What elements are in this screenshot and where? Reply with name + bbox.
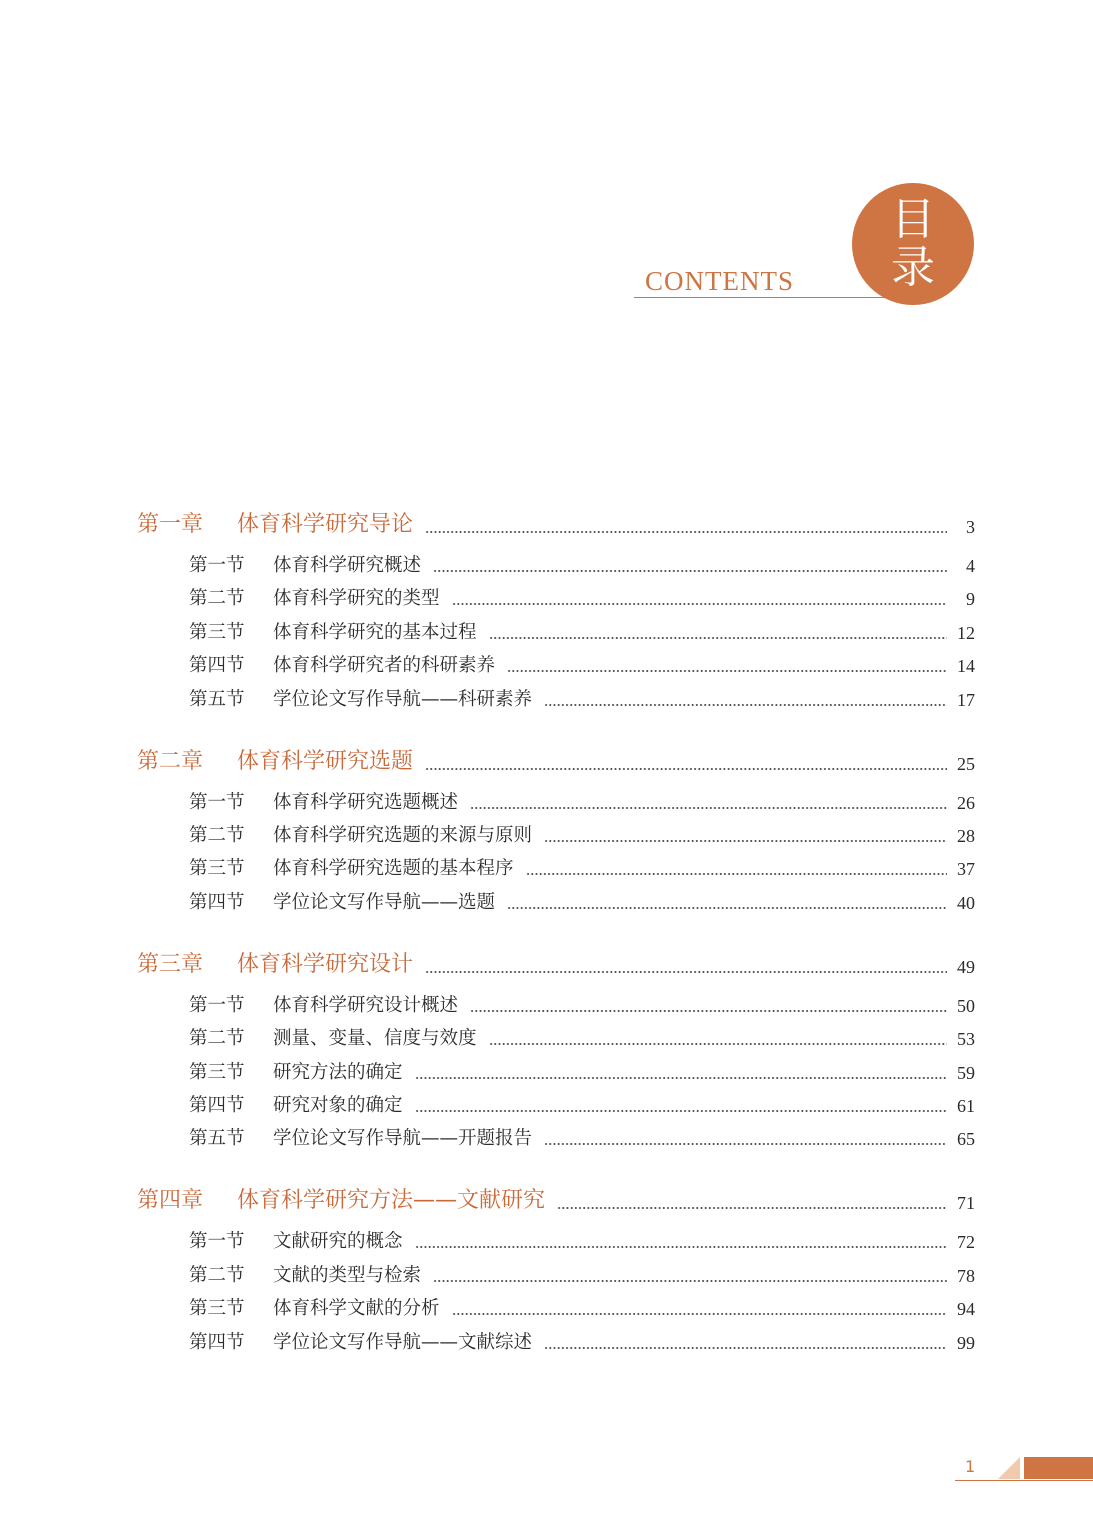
dot-leader xyxy=(544,1143,947,1145)
chapter-number: 第三章 xyxy=(137,951,204,977)
dot-leader xyxy=(415,1110,947,1112)
section-page-number: 78 xyxy=(957,1265,975,1286)
section-page-number: 53 xyxy=(957,1029,975,1050)
section-page-number: 72 xyxy=(957,1232,975,1253)
toc-section-row[interactable] xyxy=(189,1124,975,1150)
section-page-number: 26 xyxy=(957,792,975,813)
section-number: 第三节 xyxy=(189,1061,245,1083)
toc-section-row[interactable] xyxy=(189,551,975,577)
toc-section-row[interactable] xyxy=(189,1261,975,1287)
section-page-number: 14 xyxy=(957,656,975,677)
section-title: 学位论文写作导航——科研素养 xyxy=(273,688,533,710)
section-number: 第四节 xyxy=(189,655,245,677)
chapter-title: 体育科学研究方法——文献研究 xyxy=(237,1188,546,1214)
toc-chapter-row[interactable] xyxy=(137,948,975,978)
section-page-number: 4 xyxy=(966,556,975,576)
toc-section-row[interactable] xyxy=(189,821,975,847)
section-title: 体育科学研究概述 xyxy=(273,555,422,576)
toc-chapter-row[interactable] xyxy=(137,745,975,775)
chapter-page-number: 3 xyxy=(966,517,975,537)
dot-leader xyxy=(544,1347,947,1349)
dot-leader xyxy=(507,670,947,672)
chapter-title: 体育科学研究导论 xyxy=(237,512,414,537)
dot-leader xyxy=(489,1043,947,1045)
section-title: 文献研究的概念 xyxy=(273,1231,403,1253)
section-page-number: 9 xyxy=(966,589,975,610)
section-number: 第三节 xyxy=(189,1298,245,1320)
section-page-number: 59 xyxy=(957,1062,975,1083)
dot-leader xyxy=(425,768,947,770)
section-title: 学位论文写作导航——选题 xyxy=(273,891,496,913)
toc-section-row[interactable] xyxy=(189,1058,975,1084)
toc-chapter-row[interactable] xyxy=(137,1184,975,1214)
dot-leader xyxy=(557,1207,947,1209)
dot-leader xyxy=(507,907,947,909)
section-number: 第三节 xyxy=(189,858,245,880)
section-title: 研究对象的确定 xyxy=(273,1095,403,1116)
toc-section-row[interactable] xyxy=(189,788,975,814)
dot-leader xyxy=(489,637,947,639)
dot-leader xyxy=(470,1010,947,1012)
chapter-number: 第一章 xyxy=(137,512,204,537)
chapter-title: 体育科学研究选题 xyxy=(237,748,414,774)
dot-leader xyxy=(433,1280,947,1282)
section-number: 第五节 xyxy=(189,1128,245,1150)
dot-leader xyxy=(470,807,947,809)
chapter-number: 第二章 xyxy=(137,748,204,774)
section-title: 学位论文写作导航——开题报告 xyxy=(273,1128,533,1150)
section-number: 第三节 xyxy=(189,621,245,643)
chapter-page-number: 49 xyxy=(957,956,975,977)
dot-leader xyxy=(415,1077,947,1079)
section-title: 体育科学文献的分析 xyxy=(273,1298,440,1320)
dot-leader xyxy=(425,971,947,973)
section-number: 第一节 xyxy=(189,555,245,576)
dot-leader xyxy=(425,531,947,533)
section-page-number: 50 xyxy=(957,995,975,1016)
section-number: 第二节 xyxy=(189,588,245,610)
section-title: 文献的类型与检索 xyxy=(273,1264,422,1286)
chapter-page-number: 71 xyxy=(957,1193,975,1214)
chapter-page-number: 25 xyxy=(957,753,975,774)
dot-leader xyxy=(544,704,947,706)
section-title: 体育科学研究设计概述 xyxy=(273,994,459,1016)
section-title: 体育科学研究者的科研素养 xyxy=(273,655,496,677)
chapter-title: 体育科学研究设计 xyxy=(237,951,414,977)
section-title: 测量、变量、信度与效度 xyxy=(273,1028,477,1050)
section-title: 学位论文写作导航——文献综述 xyxy=(273,1331,533,1353)
toc-section-row[interactable] xyxy=(189,1024,975,1050)
section-number: 第二节 xyxy=(189,1264,245,1286)
footer-divider xyxy=(955,1480,1093,1481)
section-page-number: 61 xyxy=(957,1096,975,1116)
section-title: 体育科学研究选题的基本程序 xyxy=(273,858,514,880)
toc-title-char-2: 录 xyxy=(891,242,935,293)
section-number: 第五节 xyxy=(189,688,245,710)
dot-leader xyxy=(452,1313,947,1315)
chapter-number: 第四章 xyxy=(137,1188,204,1214)
toc-section-row[interactable] xyxy=(189,991,975,1017)
section-number: 第二节 xyxy=(189,825,245,846)
toc-section-row[interactable] xyxy=(189,1091,975,1117)
section-page-number: 94 xyxy=(957,1299,975,1320)
toc-section-row[interactable] xyxy=(189,888,975,914)
section-number: 第二节 xyxy=(189,1028,245,1050)
section-page-number: 37 xyxy=(957,859,975,880)
dot-leader xyxy=(433,570,947,572)
footer-triangle-decoration xyxy=(998,1457,1020,1479)
toc-section-row[interactable] xyxy=(189,1294,975,1320)
footer-accent-bar xyxy=(1024,1457,1093,1479)
section-page-number: 28 xyxy=(957,826,975,846)
section-page-number: 12 xyxy=(957,622,975,643)
dot-leader xyxy=(452,603,947,605)
dot-leader xyxy=(415,1246,947,1248)
section-page-number: 99 xyxy=(957,1332,975,1353)
section-page-number: 40 xyxy=(957,892,975,913)
toc-title-char-1: 目 xyxy=(891,194,935,245)
section-title: 体育科学研究选题概述 xyxy=(273,791,459,813)
section-number: 第四节 xyxy=(189,891,245,913)
toc-chapter-row[interactable] xyxy=(137,508,975,538)
section-number: 第四节 xyxy=(189,1095,245,1116)
section-title: 体育科学研究的类型 xyxy=(273,588,440,610)
section-number: 第一节 xyxy=(189,994,245,1016)
section-title: 体育科学研究的基本过程 xyxy=(273,621,477,643)
toc-section-row[interactable] xyxy=(189,1328,975,1354)
section-title: 体育科学研究选题的来源与原则 xyxy=(273,825,533,846)
dot-leader xyxy=(526,873,947,875)
dot-leader xyxy=(544,840,947,842)
section-title: 研究方法的确定 xyxy=(273,1061,403,1083)
section-page-number: 65 xyxy=(957,1129,975,1150)
toc-section-row[interactable] xyxy=(189,685,975,711)
toc-section-row[interactable] xyxy=(189,618,975,644)
section-number: 第一节 xyxy=(189,1231,245,1253)
page-number: 1 xyxy=(965,1457,976,1476)
toc-section-row[interactable] xyxy=(189,854,975,880)
toc-section-row[interactable] xyxy=(189,1227,975,1253)
section-number: 第四节 xyxy=(189,1331,245,1353)
contents-label: CONTENTS xyxy=(645,266,794,296)
section-number: 第一节 xyxy=(189,791,245,813)
toc-section-row[interactable] xyxy=(189,584,975,610)
section-page-number: 17 xyxy=(957,689,975,710)
toc-section-row[interactable] xyxy=(189,651,975,677)
